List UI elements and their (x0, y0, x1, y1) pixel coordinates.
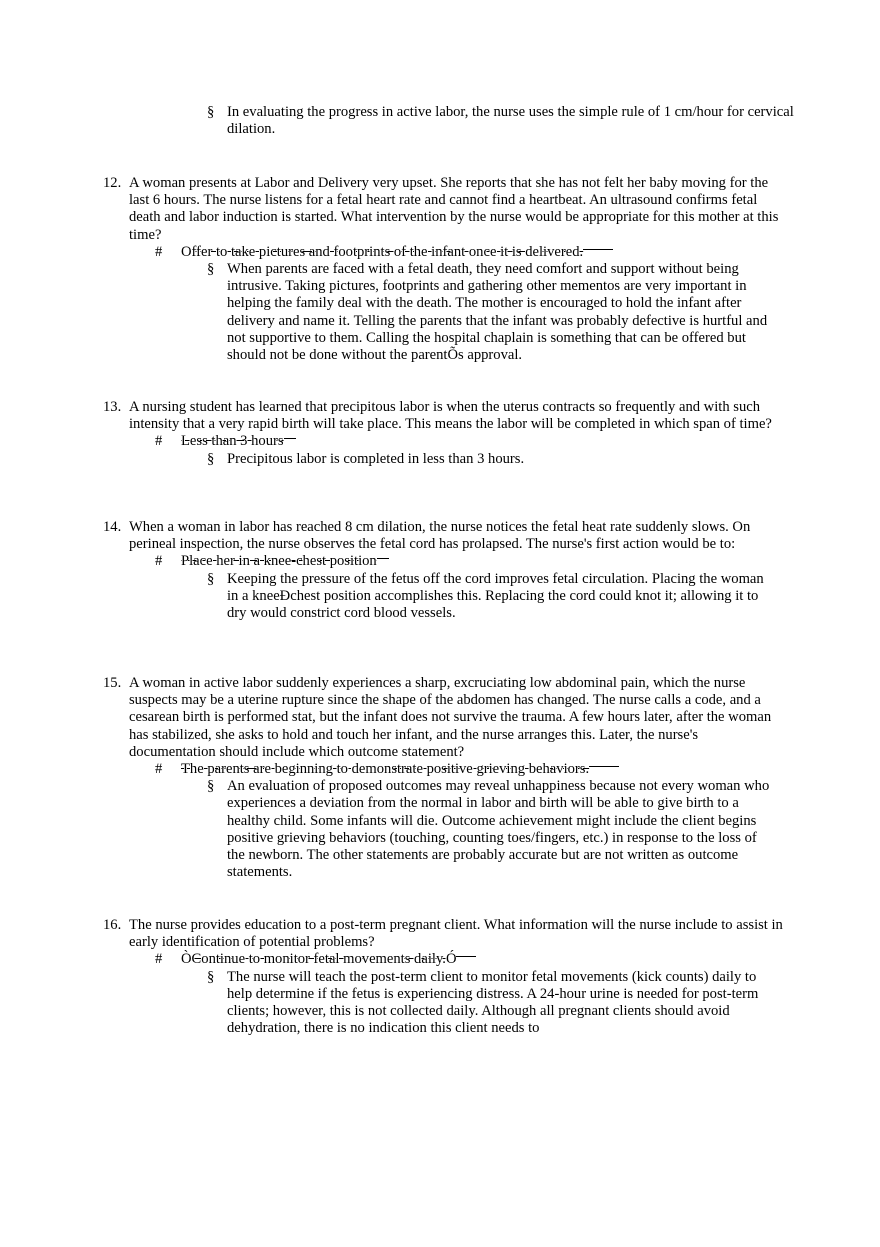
answer-text: The parents are beginning to demonstrate positive grieving behaviors. (181, 761, 590, 778)
section-bullet: § (207, 450, 215, 467)
question-number: 16. (103, 917, 122, 933)
answer-text: ÒContinue to monitor fetal movements daily.Ó (181, 951, 457, 968)
rationale-text: Keeping the pressure of the fetus off the cord improves fetal circulation. Placing the woman in a kneeÐchest position accomplishes this. Replacing the cord could knot it; allowing it to dry would constrict cord blood vessels. (227, 570, 764, 622)
rationale-text: The nurse will teach the post-term client to monitor fetal movements (kick counts) daily to help determine if the fetus is experiencing distress. A 24-hour urine is needed for post-term clients; however, this is not collected daily. Although all pregnant clients should avoid dehydration, there is no indication this client needs to (227, 968, 759, 1037)
question-text: A woman presents at Labor and Delivery very upset. She reports that she has not felt her baby moving for the last 6 hours. The nurse listens for a fetal heart rate and cannot find a heartbeat. An ultrasound confirms fetal death and labor induction is started. What intervention by the nurse would be appropriate for this mother at this time? (129, 175, 779, 243)
answer (155, 553, 783, 570)
underline-tail (456, 955, 476, 957)
answer-bullet: # (155, 951, 163, 968)
question-12 (103, 175, 783, 364)
section-bullet: § (207, 261, 215, 278)
question-number: 12. (103, 175, 122, 191)
question-15 (103, 675, 783, 881)
question-text: A nursing student has learned that precipitous labor is when the uterus contracts so frequently and with such intensity that a very rapid birth will take place. This means the labor will be completed in which span of time? (129, 399, 772, 433)
question-13 (103, 399, 783, 468)
question-text: A woman in active labor suddenly experiences a sharp, excruciating low abdominal pain, which the nurse suspects may be a uterine rupture since the shape of the abdomen has changed. The nurse calls a code, and a cesarean birth is performed stat, but the infant does not survive the trauma. A few hours later, after the woman has stabilized, she asks to hold and touch her infant, and the nurse arranges this. Later, the nurse's documentation should include which outcome statement? (129, 675, 772, 760)
rationale-text: Precipitous labor is completed in less than 3 hours. (227, 450, 525, 467)
section-bullet: § (207, 104, 215, 120)
question-14 (103, 519, 783, 622)
answer-text: Less than 3 hours (181, 433, 284, 450)
intro-rationale (207, 104, 807, 138)
section-bullet: § (207, 570, 215, 587)
answer-bullet: # (155, 433, 163, 450)
section-bullet: § (207, 968, 215, 985)
rationale-text: When parents are faced with a fetal death, they need comfort and support without being intrusive. Taking pictures, footprints and gathering other mementos are very important in helping the family deal with the death. The mother is encouraged to hold the infant after delivery and name it. Telling the parents that the infant was probably defective is hurtful and not supportive to them. Calling the hospital chaplain is something that can be offered but should not be done without the parentÕs approval. (227, 261, 768, 364)
answer-text: Place her in a knee-chest position (181, 553, 377, 570)
question-text: When a woman in labor has reached 8 cm dilation, the nurse notices the fetal heat rate suddenly slows. On perineal inspection, the nurse observes the fetal cord has prolapsed. The nurse's first action would be to: (129, 519, 751, 553)
question-number: 13. (103, 399, 122, 415)
intro-rationale-text: In evaluating the progress in active labor, the nurse uses the simple rule of 1 cm/hour for cervical dilation. (227, 104, 794, 138)
question-text: The nurse provides education to a post-term pregnant client. What information will the nurse include to assist in early identification of potential problems? (129, 917, 783, 951)
underline-tail (377, 557, 389, 559)
question-number: 15. (103, 675, 122, 691)
rationale (207, 261, 783, 364)
answer-bullet: # (155, 761, 163, 778)
rationale-text: An evaluation of proposed outcomes may reveal unhappiness because not every woman who experiences a deviation from the normal in labor and birth will be able to give birth to a healthy child. Some infants will die. Outcome achievement might include the client begins positive grieving behaviors (touching, counting toes/fingers, etc.) in response to the loss of the newborn. The other statements are probably accurate but are not written as outcome statements. (227, 778, 770, 881)
rationale (207, 451, 783, 468)
answer-text: Offer to take pictures and footprints of the infant once it is delivered. (181, 243, 584, 260)
answer (155, 433, 783, 450)
rationale (207, 778, 783, 881)
answer (155, 244, 783, 261)
answer-bullet: # (155, 243, 163, 260)
question-number: 14. (103, 519, 122, 535)
underline-tail (589, 765, 619, 767)
answer-bullet: # (155, 553, 163, 570)
answer (155, 761, 783, 778)
underline-tail (284, 437, 296, 439)
rationale (207, 571, 783, 623)
underline-tail (583, 248, 613, 250)
answer (155, 951, 783, 968)
rationale (207, 969, 783, 1038)
question-16 (103, 917, 783, 1037)
section-bullet: § (207, 778, 215, 795)
